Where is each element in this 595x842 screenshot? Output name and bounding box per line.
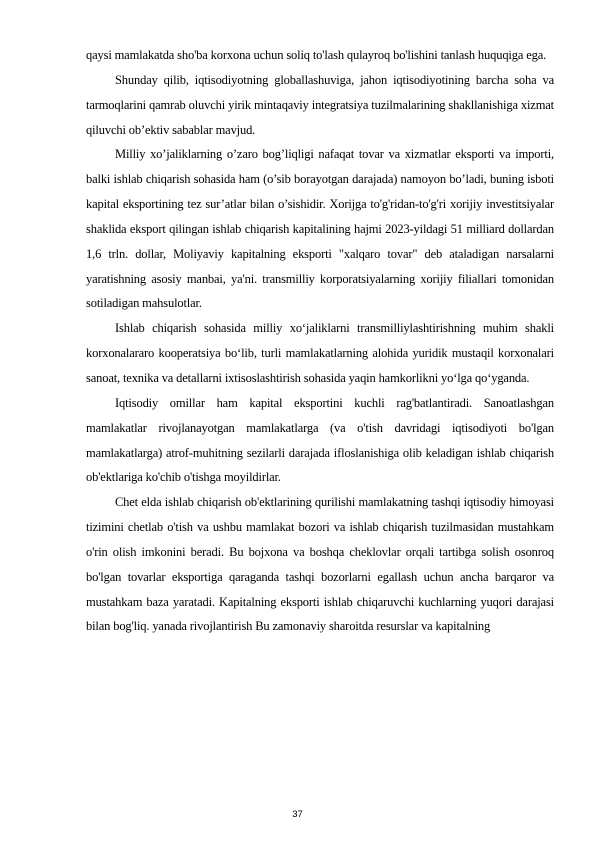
body-text: [86, 43, 554, 639]
paragraph: Chet elda ishlab chiqarish ob'ektlarining qurilishi mamlakatning tashqi iqtisodiy himoyasi tizimini chetlab o'tish va ushbu mamlakat bozori va ishlab chiqarish tuzilmasidan mustahkam o'rin olish imkonini beradi. Bu bojxona va boshqa cheklovlar orqali tartibga solish osonroq bo'lgan tovarlar eksportiga qaraganda tashqi bozorlarni egallash uchun ancha barqaror va mustahkam baza yaratadi. Kapitalning eksporti ishlab chiqaruvchi kuchlarning yuqori darajasi bilan bog'liq. yanada rivojlantirish Bu zamonaviy sharoitda resurslar va kapitalning: [86, 495, 554, 634]
paragraph-continued: qaysi mamlakatda sho'ba korxona uchun soliq to'lash qulayroq bo'lishini tanlash huquqiga ega.: [86, 48, 547, 62]
paragraph: Shunday qilib, iqtisodiyotning globallashuviga, jahon iqtisodiyotining barcha soha va tarmoqlarini qamrab oluvchi yirik mintaqaviy integratsiya tuzilmalarining shakllanishiga xizmat qiluvchi ob’ektiv sabablar mavjud.: [86, 72, 554, 137]
paragraph: Iqtisodiy omillar ham kapital eksportini kuchli rag'batlantiradi. Sanoatlashgan mamlakatlar rivojlanayotgan mamlakatlarga (va o'tish davridagi iqtisodiyoti bo'lgan mamlakatlarga) atrof-muhitning sezilarli darajada ifloslanishiga olib keladigan ishlab chiqarish ob'ektlariga ko'chib o'tishga moyildirlar.: [86, 395, 554, 485]
page-number: 37: [292, 809, 303, 820]
paragraph: Ishlab chiqarish sohasida milliy xo‘jaliklarni transmilliylashtirishning muhim shakli korxonalararo kooperatsiya bo‘lib, turli mamlakatlarning alohida yuridik mustaqil korxonalari sanoat, texnika va detallarni ixtisoslashtirish sohasida yaqin hamkorlikni yo‘lga qo‘yganda.: [86, 321, 554, 385]
paragraph: Milliy xo’jaliklarning o’zaro bog’liqligi nafaqat tovar va xizmatlar eksporti va importi, balki ishlab chiqarish sohasida ham (o’sib borayotgan darajada) namoyon bo’ladi, buning isboti kapital eksportining tez sur’atlar bilan o’sishidir. Xorijga to'g'ridan-to'g'ri xorijiy investitsiyalar shaklida eksport qilingan ishlab chiqarish kapitalining hajmi 2023-yildagi 51 milliard dollardan 1,6 trln. dollar, Moliyaviy kapitalning eksporti "xalqaro tovar" deb ataladigan narsalarni yaratishning asosiy manbai, ya'ni. transmilliy korporatsiyalarning xorijiy filiallari tomonidan sotiladigan mahsulotlar.: [86, 147, 554, 311]
